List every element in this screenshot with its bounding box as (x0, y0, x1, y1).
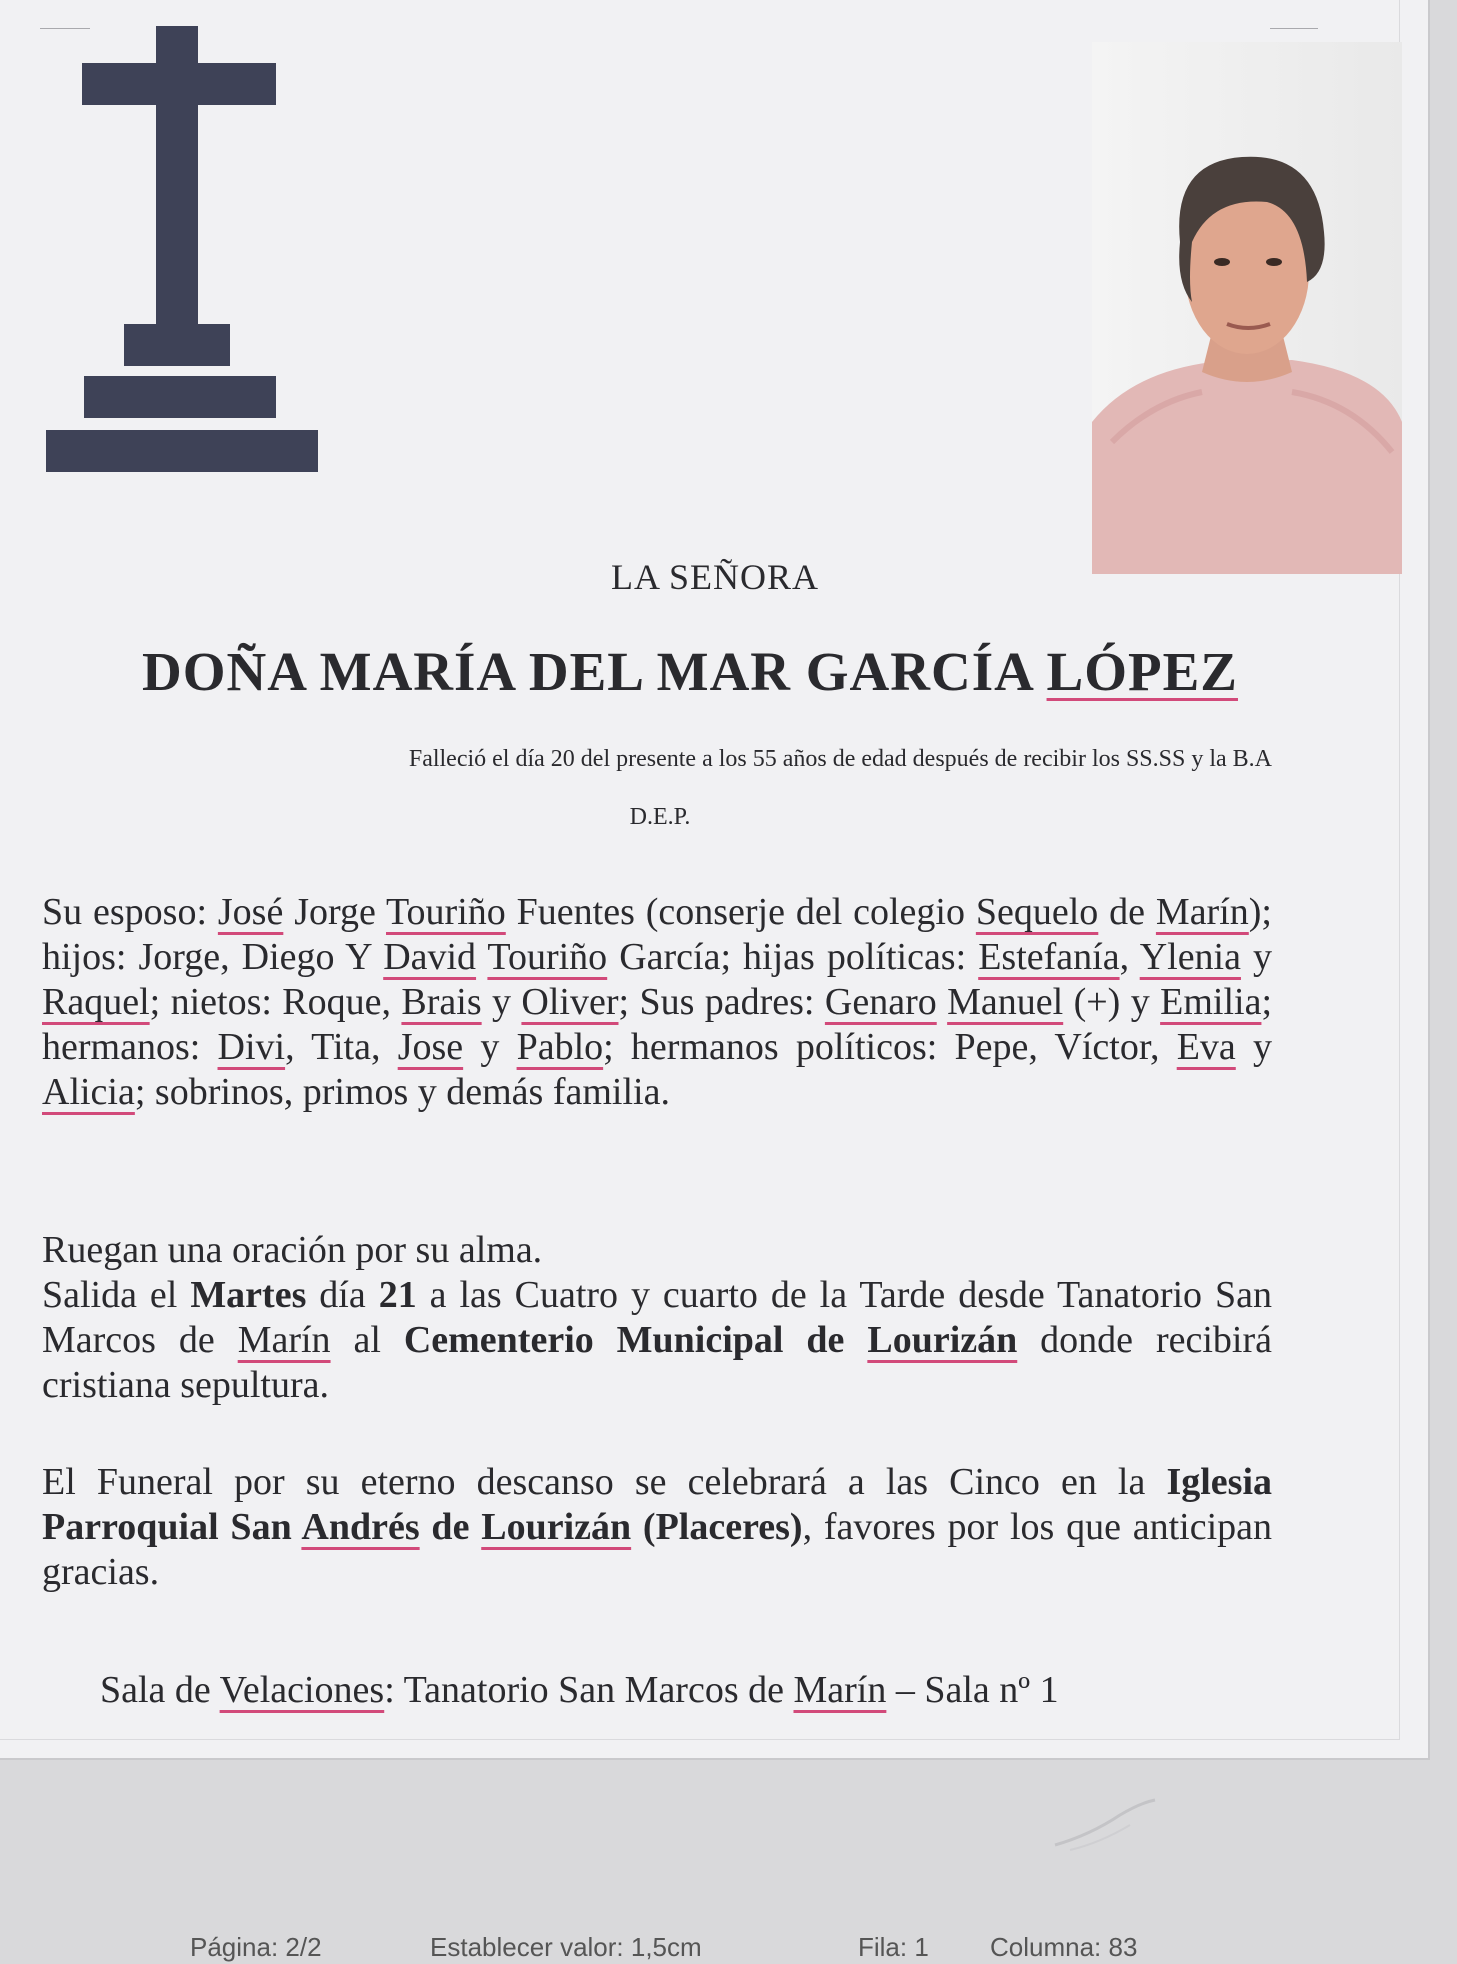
status-page: Página: 2/2 (190, 1932, 322, 1962)
status-bar (0, 1930, 1457, 1964)
status-column: Columna: 83 (990, 1932, 1138, 1962)
departure-paragraph: Ruegan una oración por su alma. Salida el Martes día 21 a las Cuatro y cuarto de la Tarde desde Tanatorio San Marcos de Marín al Cementerio Municipal de Lourizán donde recibirá cristiana sepultura. (42, 1229, 1273, 1406)
name-surname: LÓPEZ (1046, 641, 1238, 702)
family-paragraph: Su esposo: José Jorge Touriño Fuentes (conserje del colegio Sequelo de Marín); hijos: Jorge, Diego Y David Touriño García; hijas políticas: Estefanía, Ylenia y Raquel; nietos: Roque, Brais y Oliver; Sus padres: Genaro Manuel (+) y Emilia; hermanos: Divi, Tita, Jose y Pablo; hermanos políticos: Pepe, Víctor, Eva y Alicia; sobrinos, primos y demás familia. (42, 891, 1273, 1113)
deceased-name (110, 640, 1270, 703)
page-smudge (1050, 1795, 1160, 1855)
status-set-value[interactable]: Establecer valor: 1,5cm (430, 1932, 702, 1962)
title-label: LA SEÑORA (610, 557, 820, 597)
status-row: Fila: 1 (858, 1932, 929, 1962)
cross-icon (44, 26, 324, 476)
sala-line: Sala de Velaciones: Tanatorio San Marcos de Marín – Sala nº 1 (100, 1669, 1059, 1711)
corner-mark-right (1270, 28, 1318, 29)
death-notice: Falleció el día 20 del presente a los 55 años de edad después de recibir los SS.SS y la B.A (408, 746, 1272, 772)
portrait-photo (1092, 42, 1402, 574)
funeral-paragraph: El Funeral por su eterno descanso se celebrará a las Cinco en la Iglesia Parroquial San Andrés de Lourizán (Placeres), favores por los que anticipan gracias. (42, 1461, 1273, 1593)
name-text: DOÑA MARÍA DEL MAR GARCÍA (142, 641, 1047, 702)
prayer-line: Ruegan una oración por su alma. (42, 1229, 543, 1271)
dep-line: D.E.P. (629, 804, 691, 830)
